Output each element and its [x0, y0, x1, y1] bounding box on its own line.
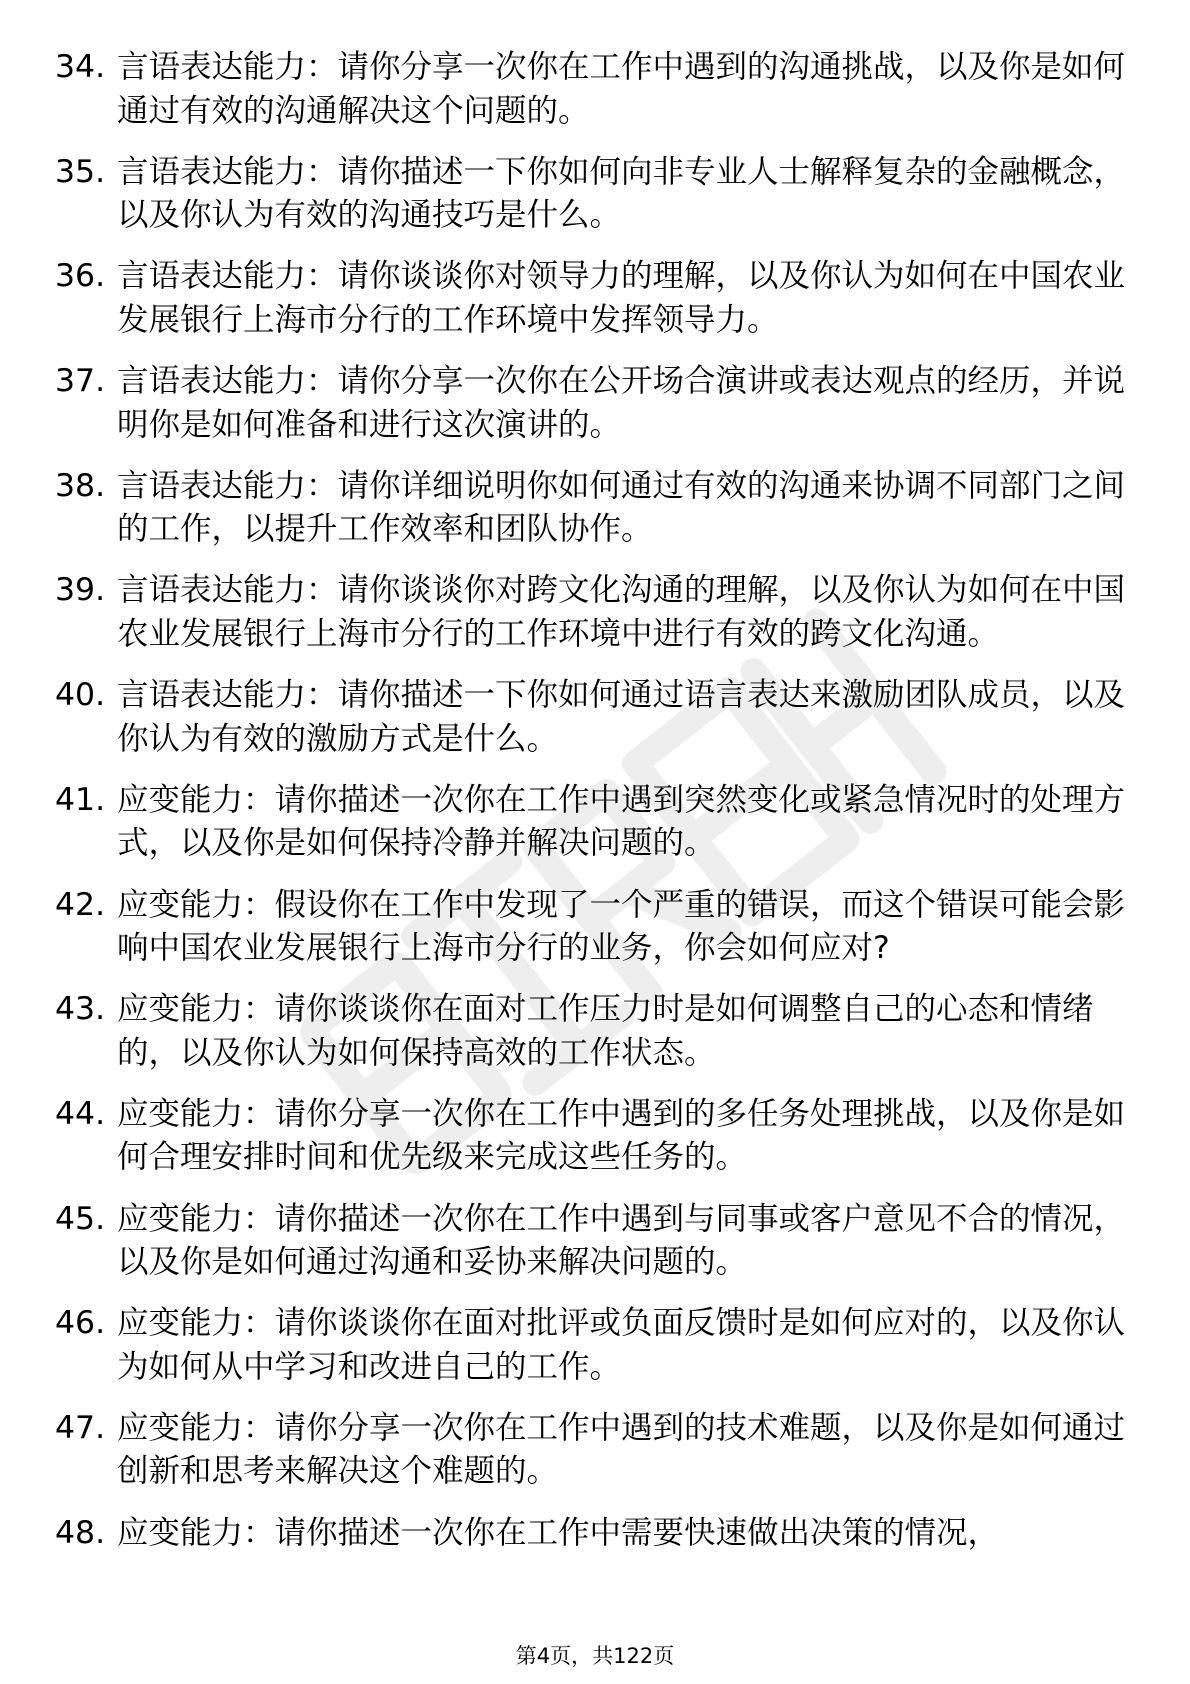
question-text: 应变能力：请你分享一次你在工作中遇到的多任务处理挑战，以及你是如何合理安排时间和优先级来完成这些任务的。	[117, 1095, 1126, 1176]
question-number: 45.	[55, 1200, 106, 1237]
question-number: 35.	[55, 153, 106, 190]
question-text: 言语表达能力：请你谈谈你对领导力的理解，以及你认为如何在中国农业发展银行上海市分行的工作环境中发挥领导力。	[117, 258, 1126, 338]
question-text: 言语表达能力：请你分享一次你在公开场合演讲或表达观点的经历，并说明你是如何准备和进行这次演讲的。	[117, 363, 1126, 443]
question-text: 言语表达能力：请你谈谈你对跨文化沟通的理解，以及你认为如何在中国农业发展银行上海市分行的工作环境中进行有效的跨文化沟通。	[117, 572, 1126, 652]
question-text: 应变能力：请你描述一次你在工作中需要快速做出决策的情况，	[117, 1514, 1000, 1551]
question-item	[55, 46, 1145, 133]
question-number: 38.	[55, 467, 106, 504]
question-list	[55, 46, 1145, 1573]
question-item	[55, 1512, 1145, 1556]
question-item	[55, 988, 1145, 1075]
question-number: 40.	[55, 677, 106, 714]
question-text: 应变能力：假设你在工作中发现了一个严重的错误，而这个错误可能会影响中国农业发展银行上海市分行的业务，你会如何应对?	[117, 886, 1126, 966]
question-number: 36.	[55, 258, 106, 295]
question-item	[55, 884, 1145, 971]
question-item	[55, 465, 1145, 552]
question-number: 48.	[55, 1514, 106, 1551]
question-text: 应变能力：请你谈谈你在面对工作压力时是如何调整自己的心态和情绪的，以及你认为如何保持高效的工作状态。	[117, 991, 1094, 1071]
question-number: 47.	[55, 1409, 106, 1446]
question-text: 应变能力：请你描述一次你在工作中遇到突然变化或紧急情况时的处理方式，以及你是如何保持冷静并解决问题的。	[117, 781, 1126, 862]
question-item	[55, 1302, 1145, 1389]
question-item	[55, 1407, 1145, 1494]
question-number: 44.	[55, 1095, 106, 1132]
question-number: 37.	[55, 363, 106, 400]
question-text: 言语表达能力：请你描述一下你如何向非专业人士解释复杂的金融概念，以及你认为有效的沟通技巧是什么。	[117, 153, 1126, 234]
question-text: 言语表达能力：请你描述一下你如何通过语言表达来激励团队成员，以及你认为有效的激励方式是什么。	[117, 677, 1126, 757]
question-text: 言语表达能力：请你详细说明你如何通过有效的沟通来协调不同部门之间的工作，以提升工作效率和团队协作。	[117, 467, 1126, 548]
page-number-footer: 第4页，共122页	[515, 1644, 675, 1668]
question-item	[55, 674, 1145, 761]
question-item	[55, 151, 1145, 238]
question-text: 应变能力：请你描述一次你在工作中遇到与同事或客户意见不合的情况，以及你是如何通过沟通和妥协来解决问题的。	[117, 1200, 1126, 1281]
question-item	[55, 1198, 1145, 1285]
question-number: 41.	[55, 781, 106, 818]
question-text: 言语表达能力：请你分享一次你在工作中遇到的沟通挑战，以及你是如何通过有效的沟通解决这个问题的。	[117, 49, 1126, 129]
question-item	[55, 360, 1145, 447]
question-item	[55, 779, 1145, 866]
question-text: 应变能力：请你分享一次你在工作中遇到的技术难题，以及你是如何通过创新和思考来解决这个难题的。	[117, 1409, 1126, 1490]
question-number: 46.	[55, 1305, 106, 1342]
question-item	[55, 569, 1145, 656]
question-item	[55, 1093, 1145, 1180]
question-number: 42.	[55, 886, 106, 923]
question-number: 43.	[55, 991, 106, 1028]
question-number: 34.	[55, 49, 106, 85]
question-item	[55, 255, 1145, 342]
question-number: 39.	[55, 572, 106, 609]
question-text: 应变能力：请你谈谈你在面对批评或负面反馈时是如何应对的，以及你认为如何从中学习和改进自己的工作。	[117, 1305, 1126, 1385]
